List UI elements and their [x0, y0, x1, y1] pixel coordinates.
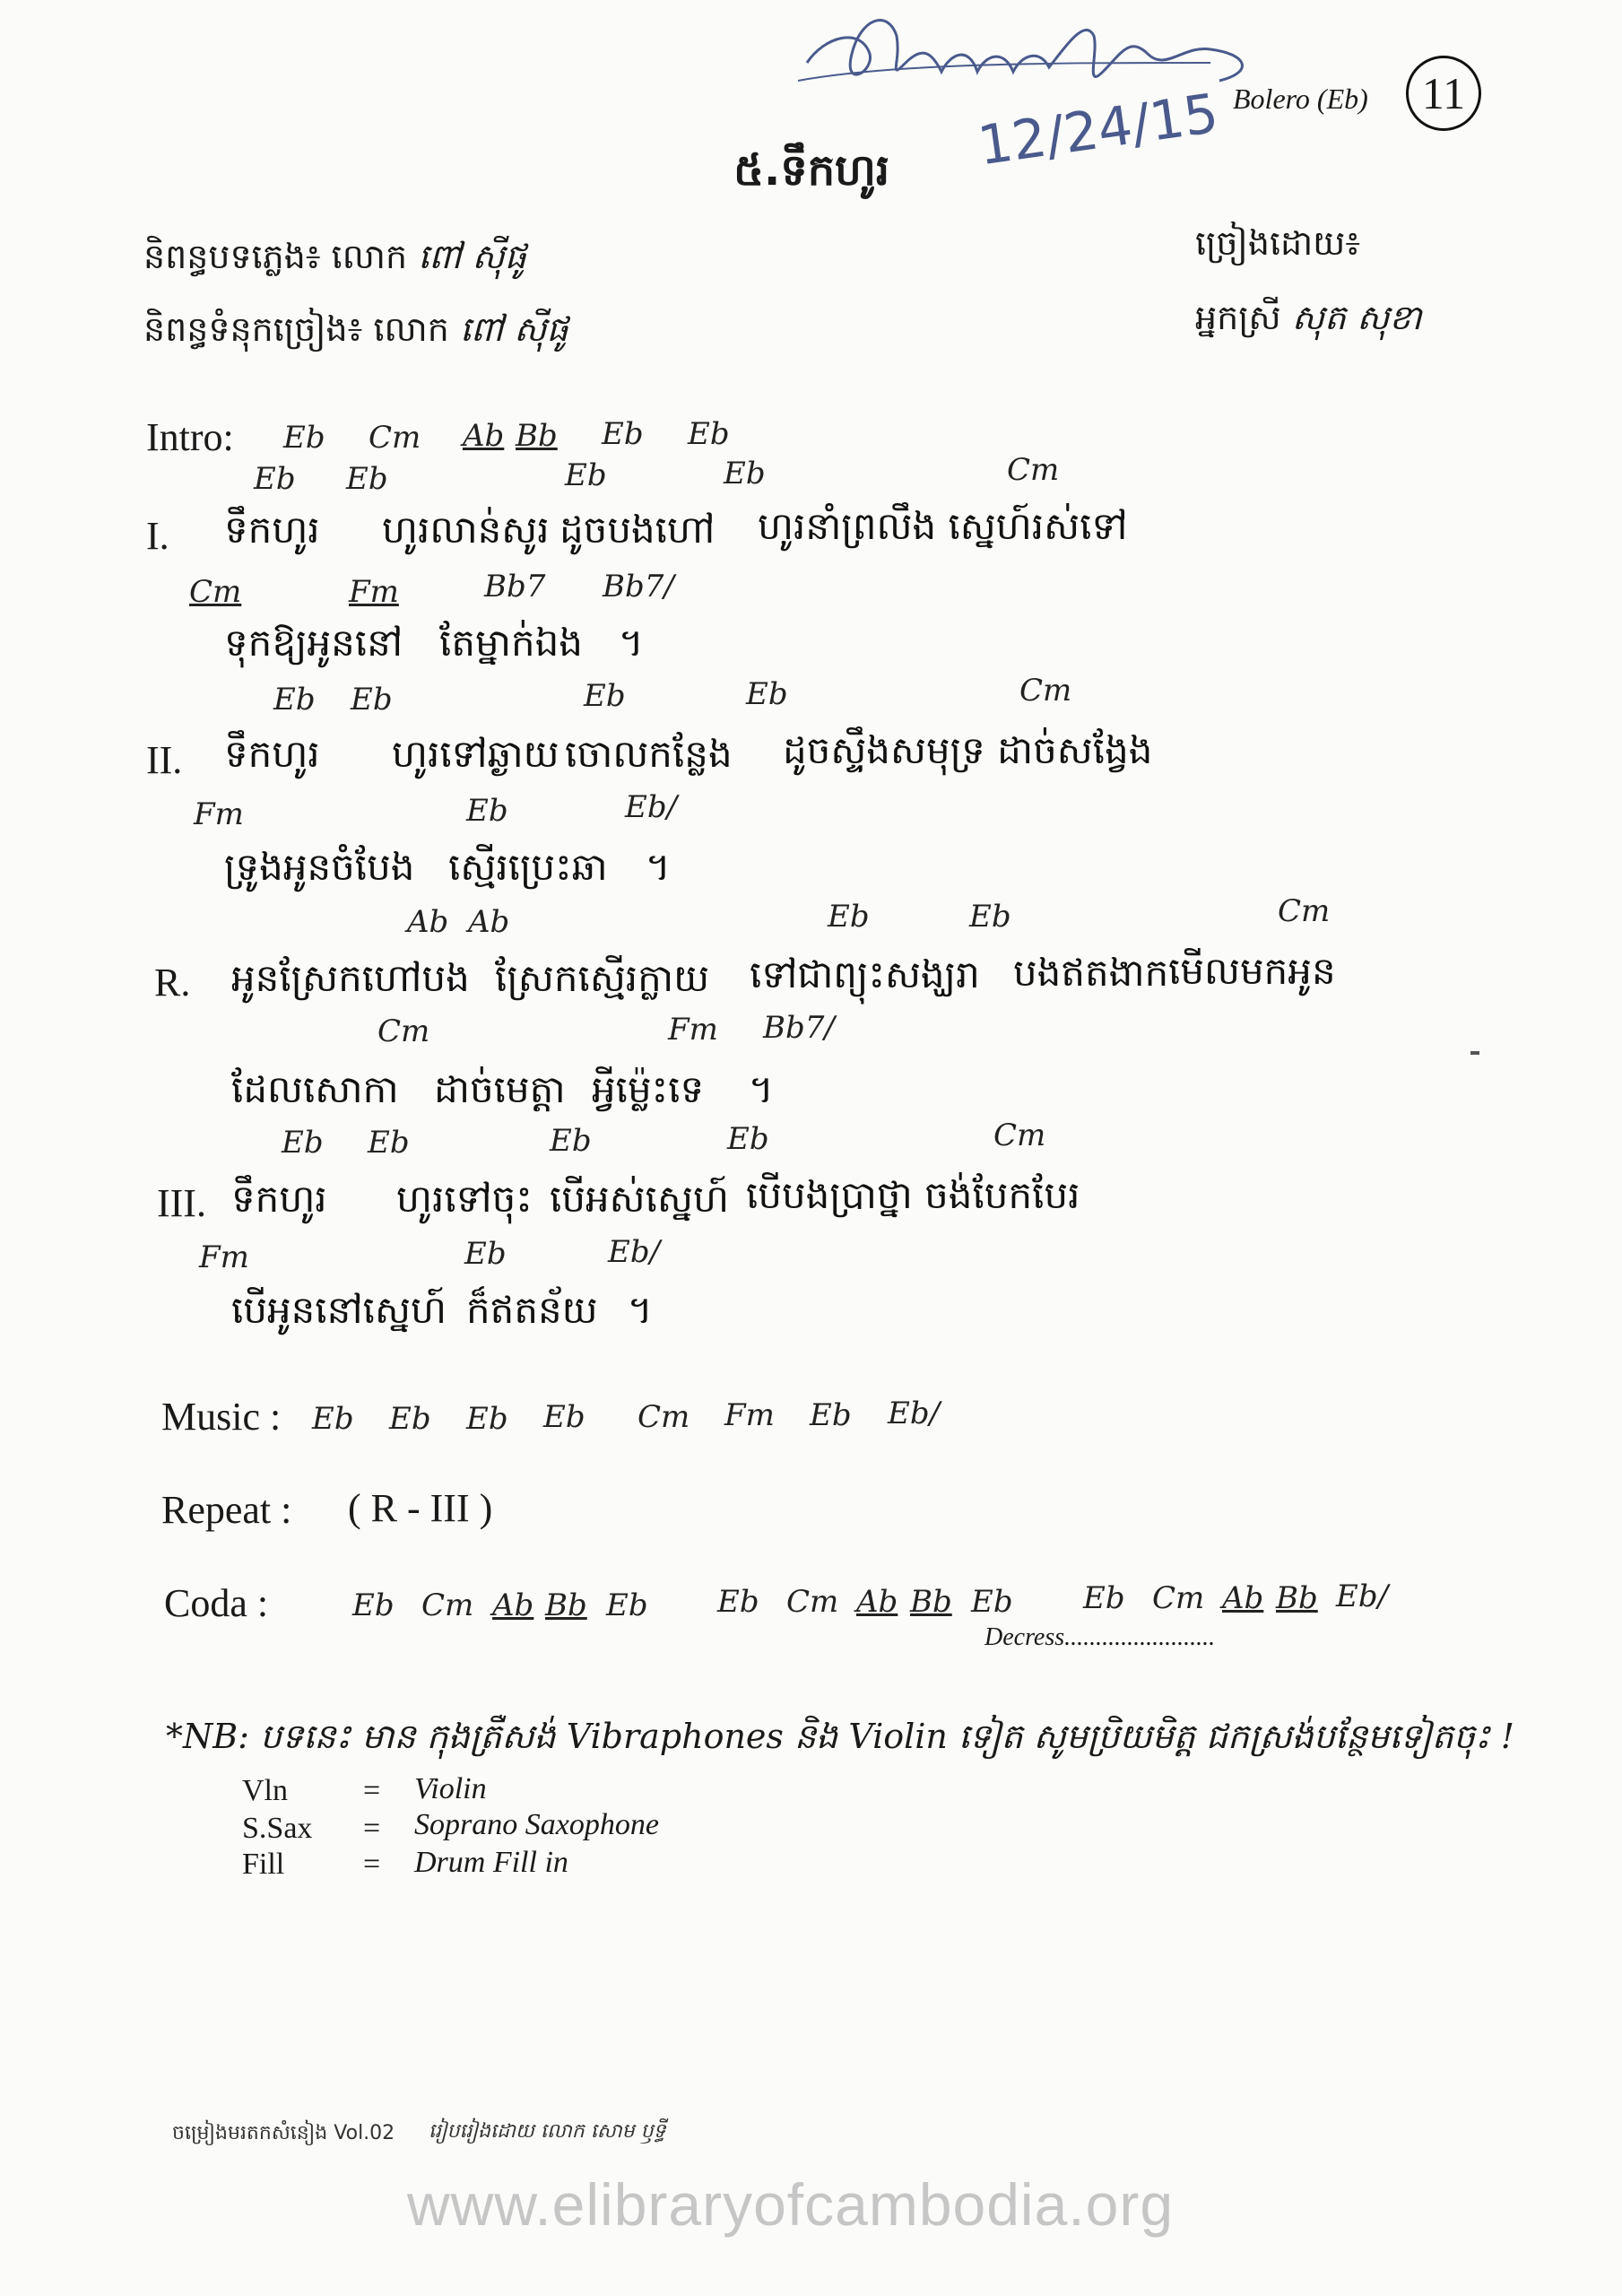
coda-chord: Eb — [1083, 1580, 1125, 1616]
chord: Ab — [468, 904, 510, 940]
chord: Eb — [351, 682, 393, 718]
lyric-word: ។ — [619, 621, 644, 665]
coda-chord: Eb — [352, 1587, 395, 1623]
scan-speck — [1470, 1051, 1479, 1055]
intro-chord: Eb — [688, 416, 730, 452]
coda-chord: Ab — [492, 1587, 534, 1623]
coda-chord: Cm — [421, 1587, 474, 1623]
nb-note: *NB: បទនេះ មាន កុងត្រឺសង់ Vibraphones និង Violin ទៀត សូមប្រិយមិត្ត ជកស្រង់បន្ថែមទៀតចុះ ! — [166, 1717, 1515, 1756]
coda-chord: Eb — [971, 1584, 1013, 1620]
chord: Cm — [377, 1013, 430, 1049]
lyric-word: មើលមកអូន — [1168, 949, 1336, 993]
coda-note: Decress........................ — [984, 1623, 1216, 1651]
intro-chord: Ab — [463, 418, 505, 454]
lyric-word: ដូចបងហៅ — [559, 508, 716, 552]
verse-marker: R. — [154, 961, 191, 1004]
style-label: Bolero (Eb) — [1233, 83, 1368, 115]
chord: Cm — [1278, 893, 1331, 929]
chord: Cm — [189, 574, 242, 610]
lyric-word: បើអស់ស្នេហ៍ — [550, 1177, 729, 1221]
music-chord: Eb — [543, 1399, 585, 1435]
music-chord: Eb — [389, 1401, 431, 1437]
intro-label: Intro: — [146, 415, 234, 459]
chord: Eb — [828, 899, 870, 935]
chord: Eb — [464, 1236, 507, 1272]
chord: Eb — [727, 1121, 769, 1157]
lyric-word: តែម្នាក់ឯង — [439, 621, 583, 665]
music-chord: Eb/ — [888, 1396, 941, 1431]
repeat-value: ( R - III ) — [348, 1486, 493, 1530]
lyric-word: អ្វីម្ល៉េះទេ — [592, 1067, 705, 1111]
lyric-word: ទ្រូងអូនចំបែង — [224, 845, 415, 889]
lyric-word: ទឹកហូរ — [231, 1177, 327, 1221]
chord: Fm — [199, 1239, 249, 1275]
legend-abbr: S.Sax — [242, 1812, 313, 1845]
music-chord: Eb — [466, 1401, 508, 1437]
coda-chord: Bb — [1276, 1580, 1318, 1616]
credit-prefix: និពន្ធទំនុកច្រៀង៖ លោក — [143, 309, 460, 349]
chord: Bb7/ — [603, 569, 674, 604]
chord: Eb — [282, 1125, 324, 1161]
coda-label: Coda : — [164, 1581, 269, 1625]
credit-name: ពៅ ស៊ីផូ — [459, 309, 568, 349]
chord: Eb — [550, 1123, 592, 1159]
chord: Eb/ — [608, 1234, 661, 1270]
footer-left: ចម្រៀងមរតកសំនៀង Vol.02 — [172, 2122, 395, 2144]
repeat-label: Repeat : — [161, 1488, 292, 1532]
chord: Eb — [368, 1125, 410, 1161]
legend-full: Soprano Saxophone — [414, 1808, 659, 1841]
legend-equals: = — [363, 1774, 381, 1807]
chord: Eb/ — [625, 789, 678, 825]
coda-chord: Bb — [545, 1587, 587, 1623]
credit-name: សុត សុខា — [1291, 298, 1422, 337]
legend-abbr: Fill — [242, 1848, 285, 1881]
lyric-word: ហូរទៅឆ្ងាយ — [392, 732, 559, 776]
intro-chord: Cm — [369, 420, 421, 456]
lyric-word: បើបងប្រាថ្នា ចង់បែកបែរ — [746, 1173, 1080, 1217]
lyric-word: ដូចស្ទឹងសមុទ្រ ដាច់សង្វែង — [783, 728, 1153, 772]
music-chord: Cm — [638, 1399, 690, 1435]
chord: Bb7 — [484, 569, 546, 604]
verse-marker: II. — [146, 738, 183, 782]
lyric-word: ស្មើរប្រេះឆា — [448, 845, 608, 889]
credit-name: ពៅ ស៊ីផូ — [418, 237, 526, 276]
intro-chord: Eb — [602, 416, 644, 452]
coda-chord: Cm — [1152, 1580, 1205, 1616]
chord: Bb7/ — [763, 1010, 835, 1046]
lyric-word: ទុកឱ្យអូននៅ — [224, 621, 403, 665]
singer-credit — [1195, 296, 1422, 346]
watermark: www.elibraryofcambodia.org — [407, 2171, 1175, 2238]
lyric-word: ហូរលាន់សូរ — [382, 508, 550, 552]
coda-chord: Ab — [856, 1584, 898, 1620]
chord: Eb — [746, 676, 788, 712]
coda-chord: Cm — [786, 1584, 839, 1620]
coda-chord: Eb — [606, 1587, 648, 1623]
music-chord: Eb — [810, 1397, 852, 1433]
chord: Eb — [466, 793, 508, 829]
legend-abbr: Vln — [242, 1774, 288, 1807]
music-chord: Eb — [312, 1401, 354, 1437]
chord: Eb — [346, 461, 388, 497]
legend-equals: = — [363, 1848, 381, 1881]
page-number: 11 — [1406, 56, 1481, 131]
legend-full: Drum Fill in — [414, 1846, 568, 1879]
lyric-word: ដាច់មេត្តា — [434, 1067, 566, 1111]
verse-marker: III. — [157, 1181, 206, 1225]
coda-chord: Bb — [910, 1584, 952, 1620]
lyric-word: ។ — [628, 1288, 653, 1332]
lyric-word: ស្រែកស្មើរក្លាយ — [495, 956, 710, 1000]
sung-by-label: ច្រៀងដោយ៖ — [1195, 223, 1361, 263]
coda-chord: Eb/ — [1336, 1578, 1389, 1614]
lyric-word: ហូរនាំព្រលឹង ស្នេហ៍រស់ទៅ — [758, 504, 1128, 548]
legend-full: Violin — [414, 1772, 487, 1805]
chord: Ab — [407, 904, 449, 940]
lyric-word: ហូរទៅចុះ — [396, 1177, 533, 1221]
chord: Eb — [969, 899, 1011, 935]
lyricist-credit — [143, 308, 568, 358]
music-label: Music : — [161, 1395, 282, 1439]
music-chord: Fm — [724, 1397, 775, 1433]
lyric-word: អូនស្រែកហៅបង — [231, 956, 470, 1000]
lyric-word: ។ — [749, 1067, 774, 1111]
intro-chord: Bb — [516, 418, 558, 454]
lyric-word: បងឥតងាក — [1013, 951, 1169, 995]
chord: Fm — [668, 1012, 718, 1048]
chord: Eb — [724, 456, 766, 491]
lyric-word: ដែលសោកា — [231, 1067, 399, 1111]
chord: Cm — [993, 1118, 1046, 1153]
lyric-word: ទៅជាព្យុះសង្ឃរា — [750, 952, 980, 996]
credit-prefix: អ្នកស្រី — [1195, 298, 1292, 337]
chord: Eb — [254, 461, 296, 497]
lyric-word: បើអូននៅស្នេហ៍ — [231, 1288, 447, 1332]
credit-prefix: និពន្ធបទភ្លេង៖ លោក — [143, 237, 419, 276]
chord: Fm — [349, 574, 399, 610]
music-composer-credit — [143, 235, 526, 285]
intro-chord: Eb — [283, 420, 325, 456]
lyric-word: ទឹកហូរ — [224, 508, 320, 552]
chord: Eb — [273, 682, 316, 718]
coda-chord: Eb — [717, 1584, 759, 1620]
chord: Eb — [565, 457, 607, 493]
legend-equals: = — [363, 1812, 381, 1845]
chord: Cm — [1007, 452, 1060, 488]
chord: Eb — [584, 678, 626, 714]
song-title: ៥.ទឹកហូរ — [733, 145, 890, 196]
lyric-word: ក៏ឥតន័យ — [466, 1288, 598, 1332]
chord: Cm — [1019, 673, 1072, 709]
chord: Fm — [194, 796, 244, 832]
lyric-word: ។ — [646, 845, 671, 889]
footer-right: រៀបរៀងដោយ លោក សោម ឫទ្ធី — [429, 2120, 666, 2143]
signature-date: 12/24/15 — [974, 82, 1223, 178]
coda-chord: Ab — [1222, 1580, 1264, 1616]
lyric-word: ចោលកន្លែង — [565, 732, 733, 776]
lyric-word: ទឹកហូរ — [224, 732, 320, 776]
verse-marker: I. — [146, 514, 169, 558]
